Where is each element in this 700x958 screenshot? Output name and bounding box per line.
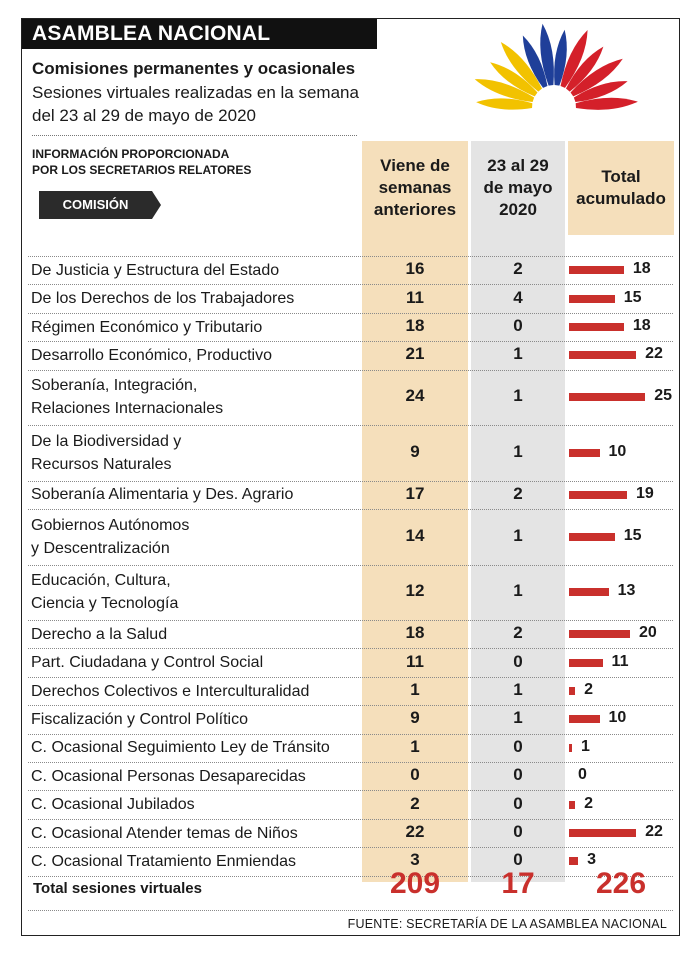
- commission-name: [31, 708, 248, 731]
- source-note: FUENTE: SECRETARÍA DE LA ASAMBLEA NACIONAL: [347, 917, 667, 931]
- previous-sessions: 9: [410, 708, 420, 728]
- header-week-line-2: de mayo: [483, 178, 553, 197]
- header-week: [471, 141, 565, 235]
- commission-name: [31, 793, 195, 816]
- commission-name: [31, 483, 293, 506]
- info-line-1: INFORMACIÓN PROPORCIONADA: [32, 147, 230, 161]
- commission-name-line: De la Biodiversidad y: [31, 432, 182, 450]
- total-bar-label: 25: [654, 387, 673, 405]
- commission-name-line: De los Derechos de los Trabajadores: [31, 290, 295, 308]
- commission-name: [31, 344, 272, 367]
- previous-sessions: 2: [410, 793, 420, 813]
- row-divider: [28, 790, 673, 791]
- row-divider: [28, 313, 673, 314]
- total-accumulated: 226: [595, 867, 647, 900]
- commission-name: [31, 316, 262, 339]
- week-sessions: 1: [513, 525, 523, 545]
- week-sessions: 1: [513, 344, 523, 364]
- commission-name-line: Gobiernos Autónomos: [31, 516, 190, 534]
- header-total-line-1: Total: [601, 167, 641, 186]
- week-sessions: 4: [513, 287, 523, 307]
- previous-sessions: 11: [406, 287, 424, 307]
- previous-sessions: 1: [410, 680, 420, 699]
- total-bar-label: 22: [645, 345, 663, 363]
- total-bar-label: 11: [611, 652, 629, 670]
- footer-divider: [28, 910, 673, 911]
- total-bar: [569, 449, 600, 457]
- commission-name-line: Derecho a la Salud: [31, 625, 168, 643]
- commission-name: [31, 259, 279, 282]
- week-sessions: 0: [513, 316, 523, 335]
- commission-name-line: C. Ocasional Jubilados: [31, 796, 195, 814]
- total-bar: [569, 857, 578, 865]
- total-bar: [569, 323, 624, 331]
- commission-name-line: Régimen Económico y Tributario: [31, 318, 263, 336]
- header-previous-line-1: Viene de: [380, 156, 450, 175]
- commission-name-line: C. Ocasional Personas Desaparecidas: [31, 767, 306, 785]
- header-previous: [362, 141, 468, 235]
- header-previous-line-2: semanas: [378, 178, 452, 197]
- commission-name-line: Desarrollo Económico, Productivo: [31, 346, 272, 364]
- commission-name-line: Educación, Cultura,: [31, 572, 171, 590]
- commission-name-line: Derechos Colectivos e Interculturalidad: [31, 682, 310, 700]
- commission-name: [31, 514, 189, 560]
- logo-core: [534, 101, 574, 125]
- commission-name-line: Recursos Naturales: [31, 455, 172, 473]
- total-bar-label: 20: [639, 624, 657, 642]
- commission-name: [31, 569, 178, 615]
- row-divider: [28, 705, 673, 706]
- row-divider: [28, 734, 673, 735]
- commission-name: [31, 850, 296, 873]
- commission-name: [31, 651, 263, 674]
- subtitle: Comisiones permanentes y ocasionales: [32, 59, 356, 78]
- week-sessions: 0: [513, 765, 523, 785]
- commission-name: [31, 287, 294, 310]
- row-divider: [28, 847, 673, 848]
- week-sessions: 2: [513, 259, 523, 279]
- total-bar-label: 15: [623, 288, 642, 306]
- row-divider: [28, 565, 673, 566]
- row-divider: [28, 819, 673, 820]
- total-bar-label: 2: [584, 794, 593, 812]
- previous-sessions: 12: [405, 581, 425, 601]
- previous-sessions: 14: [405, 525, 425, 545]
- commission-name-line: Soberanía, Integración,: [31, 377, 198, 395]
- total-bar: [569, 801, 575, 809]
- total-bar: [569, 351, 636, 359]
- commission-name-line: C. Ocasional Atender temas de Niños: [31, 824, 298, 842]
- total-bar: [569, 491, 627, 499]
- row-divider: [28, 677, 673, 678]
- total-previous: 209: [389, 867, 441, 900]
- comision-tag: COMISIÓN: [39, 191, 152, 219]
- total-bar: [569, 588, 609, 596]
- commission-name-line: y Descentralización: [31, 539, 170, 557]
- row-divider: [28, 762, 673, 763]
- previous-sessions: 9: [410, 441, 420, 461]
- week-sessions: 1: [513, 441, 523, 461]
- total-bar-label: 1: [581, 737, 590, 755]
- week-sessions: 0: [513, 793, 523, 813]
- previous-sessions: 18: [405, 623, 425, 643]
- total-bar: [569, 266, 624, 274]
- previous-sessions: 21: [405, 344, 425, 364]
- header-total-line-2: acumulado: [576, 189, 666, 208]
- commission-name: [31, 430, 181, 476]
- total-bar-label: 10: [608, 709, 627, 727]
- previous-sessions: 17: [405, 483, 425, 503]
- header-previous-line-3: anteriores: [373, 200, 457, 219]
- infographic-frame: [21, 18, 680, 936]
- total-bar: [569, 630, 630, 638]
- commission-name-line: De Justicia y Estructura del Estado: [31, 261, 280, 279]
- commission-name: [31, 623, 167, 646]
- row-divider: [28, 284, 673, 285]
- row-divider: [28, 509, 673, 510]
- commission-name: [31, 736, 330, 759]
- commission-name-line: Fiscalización y Control Político: [31, 710, 248, 728]
- description-line-2: del 23 al 29 de mayo de 2020: [32, 106, 257, 125]
- week-sessions: 0: [513, 651, 523, 671]
- week-sessions: 1: [513, 680, 523, 699]
- total-bar-label: 2: [584, 681, 593, 698]
- total-bar: [569, 295, 615, 303]
- commission-name-line: Part. Ciudadana y Control Social: [31, 654, 264, 672]
- total-label: Total sesiones virtuales: [33, 880, 202, 897]
- commission-name-line: Soberanía Alimentaria y Des. Agrario: [31, 486, 294, 504]
- header-divider: [32, 135, 357, 136]
- total-week: 17: [501, 867, 535, 900]
- info-line-2: POR LOS SECRETARIOS RELATORES: [32, 163, 252, 177]
- total-bar: [569, 533, 615, 541]
- total-bar-label: 18: [632, 260, 651, 278]
- info-note: [32, 146, 332, 178]
- header-week-line-3: 2020: [499, 200, 537, 219]
- commission-name: [31, 765, 306, 788]
- previous-sessions: 3: [410, 850, 420, 870]
- row-divider: [28, 370, 673, 371]
- total-bar: [569, 715, 600, 723]
- previous-sessions: 11: [406, 651, 424, 671]
- previous-sessions: 1: [410, 736, 420, 756]
- week-sessions: 0: [513, 736, 523, 756]
- commission-name: [31, 374, 223, 420]
- header-total: [568, 141, 674, 235]
- banner-title: ASAMBLEA NACIONAL: [22, 19, 377, 49]
- total-bar-label: 3: [587, 851, 597, 869]
- description-line-1: Sesiones virtuales realizadas en la semana: [32, 83, 359, 102]
- week-sessions: 0: [513, 822, 523, 841]
- commission-name-line: Ciencia y Tecnología: [31, 595, 179, 613]
- assembly-logo: [442, 19, 667, 125]
- total-bar-label: 19: [635, 484, 654, 502]
- week-sessions: 2: [513, 483, 523, 503]
- previous-sessions: 16: [405, 259, 425, 279]
- commission-name: [31, 822, 298, 845]
- week-sessions: 1: [513, 581, 523, 601]
- row-divider: [28, 648, 673, 649]
- total-bar: [569, 659, 603, 667]
- total-bar: [569, 687, 575, 695]
- week-sessions: 1: [513, 386, 523, 406]
- row-divider: [28, 620, 673, 621]
- row-divider: [28, 256, 673, 257]
- previous-sessions: 18: [405, 316, 425, 335]
- commission-name-line: C. Ocasional Seguimiento Ley de Tránsito: [31, 739, 330, 757]
- total-bar: [569, 393, 645, 401]
- total-bar-label: 15: [623, 526, 642, 544]
- previous-sessions: 22: [405, 822, 425, 841]
- week-sessions: 2: [513, 623, 523, 643]
- row-divider: [28, 481, 673, 482]
- week-sessions: 0: [513, 850, 523, 870]
- header-week-line-1: 23 al 29: [487, 156, 549, 175]
- week-sessions: 1: [513, 708, 523, 728]
- row-divider: [28, 341, 673, 342]
- commission-name-line: Relaciones Internacionales: [31, 400, 224, 418]
- commission-name-line: C. Ocasional Tratamiento Enmiendas: [31, 852, 297, 870]
- total-bar-label: 18: [632, 317, 651, 334]
- total-bar: [569, 829, 636, 837]
- total-bar: [569, 744, 572, 752]
- total-bar-label: 22: [645, 823, 663, 840]
- total-bar-label: 0: [578, 766, 587, 784]
- row-divider: [28, 425, 673, 426]
- previous-sessions: 0: [410, 765, 420, 785]
- total-bar-label: 10: [608, 442, 627, 460]
- commission-name: [31, 680, 309, 703]
- total-bar-label: 13: [617, 582, 636, 600]
- previous-sessions: 24: [405, 386, 425, 406]
